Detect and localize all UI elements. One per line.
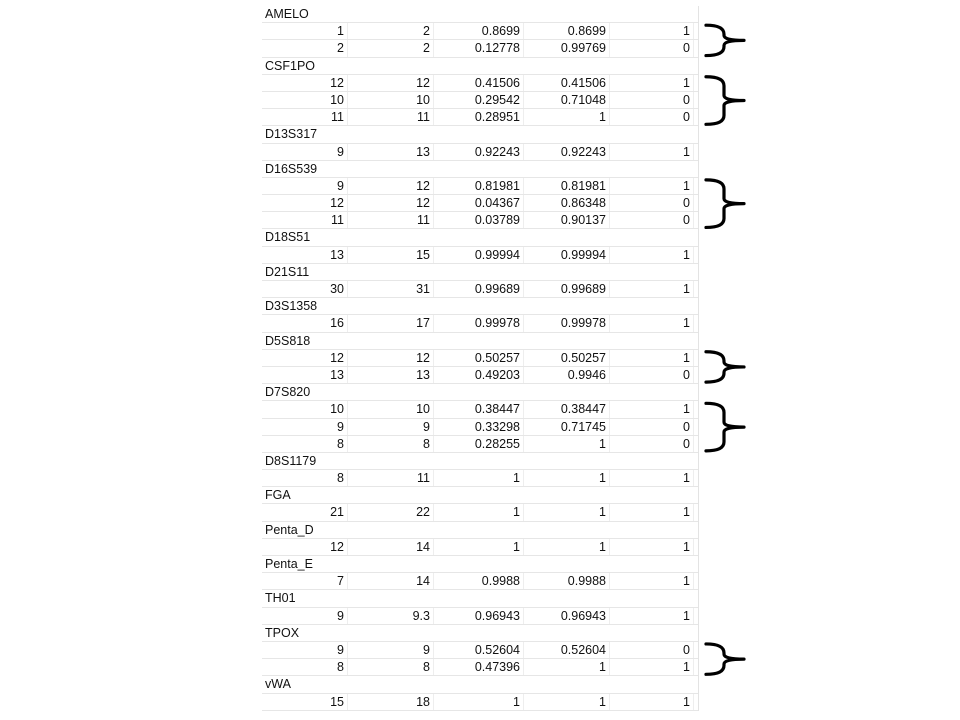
cumulative-probability-cell[interactable]: 0.38447 bbox=[524, 401, 610, 417]
flag-cell[interactable]: 0 bbox=[610, 109, 694, 125]
allele-1-cell[interactable]: 9 bbox=[262, 419, 348, 435]
allele-2-cell[interactable]: 17 bbox=[348, 315, 434, 331]
right-curly-brace-icon bbox=[706, 77, 744, 125]
flag-cell[interactable]: 1 bbox=[610, 659, 694, 675]
table-row bbox=[262, 195, 698, 212]
table-row bbox=[262, 436, 698, 453]
locus-name-cell[interactable]: Penta_D bbox=[265, 522, 314, 537]
probability-cell[interactable]: 0.92243 bbox=[434, 144, 524, 160]
table-row bbox=[262, 144, 698, 161]
allele-2-cell[interactable]: 2 bbox=[348, 23, 434, 39]
probability-cell[interactable]: 0.41506 bbox=[434, 75, 524, 91]
flag-cell[interactable]: 1 bbox=[610, 694, 694, 710]
probability-cell[interactable]: 0.81981 bbox=[434, 178, 524, 194]
flag-cell[interactable]: 1 bbox=[610, 539, 694, 555]
probability-cell[interactable]: 0.28255 bbox=[434, 436, 524, 452]
flag-cell[interactable]: 0 bbox=[610, 92, 694, 108]
allele-2-cell[interactable]: 22 bbox=[348, 504, 434, 520]
flag-cell[interactable]: 0 bbox=[610, 419, 694, 435]
allele-1-cell[interactable]: 9 bbox=[262, 178, 348, 194]
cumulative-probability-cell[interactable]: 0.99689 bbox=[524, 281, 610, 297]
flag-cell[interactable]: 1 bbox=[610, 23, 694, 39]
locus-header-row bbox=[262, 625, 698, 642]
allele-1-cell[interactable]: 16 bbox=[262, 315, 348, 331]
allele-1-cell[interactable]: 1 bbox=[262, 23, 348, 39]
allele-1-cell[interactable]: 11 bbox=[262, 109, 348, 125]
probability-cell[interactable]: 0.8699 bbox=[434, 23, 524, 39]
allele-2-cell[interactable]: 12 bbox=[348, 75, 434, 91]
table-row bbox=[262, 281, 698, 298]
locus-name-cell[interactable]: D3S1358 bbox=[265, 299, 318, 314]
flag-cell[interactable]: 1 bbox=[610, 315, 694, 331]
locus-name-cell[interactable]: D7S820 bbox=[265, 385, 311, 400]
allele-2-cell[interactable]: 9.3 bbox=[348, 608, 434, 624]
table-row bbox=[262, 539, 698, 556]
probability-cell[interactable]: 0.50257 bbox=[434, 350, 524, 366]
locus-header-row bbox=[262, 298, 698, 315]
table-row bbox=[262, 92, 698, 109]
locus-header-row bbox=[262, 522, 698, 539]
probability-cell[interactable]: 0.28951 bbox=[434, 109, 524, 125]
allele-2-cell[interactable]: 9 bbox=[348, 642, 434, 658]
flag-cell[interactable]: 0 bbox=[610, 642, 694, 658]
flag-cell[interactable]: 0 bbox=[610, 195, 694, 211]
table-row bbox=[262, 642, 698, 659]
allele-2-cell[interactable]: 2 bbox=[348, 40, 434, 56]
cumulative-probability-cell[interactable]: 1 bbox=[524, 659, 610, 675]
locus-header-row bbox=[262, 6, 698, 23]
cumulative-probability-cell[interactable]: 0.50257 bbox=[524, 350, 610, 366]
cumulative-probability-cell[interactable]: 0.99994 bbox=[524, 247, 610, 263]
allele-1-cell[interactable]: 12 bbox=[262, 75, 348, 91]
allele-1-cell[interactable]: 12 bbox=[262, 350, 348, 366]
flag-cell[interactable]: 1 bbox=[610, 281, 694, 297]
flag-cell[interactable]: 1 bbox=[610, 75, 694, 91]
flag-cell[interactable]: 0 bbox=[610, 212, 694, 228]
probability-cell[interactable]: 1 bbox=[434, 470, 524, 486]
cumulative-probability-cell[interactable]: 1 bbox=[524, 504, 610, 520]
table-row bbox=[262, 694, 698, 711]
probability-cell[interactable]: 0.33298 bbox=[434, 419, 524, 435]
probability-cell[interactable]: 0.52604 bbox=[434, 642, 524, 658]
probability-cell[interactable]: 1 bbox=[434, 504, 524, 520]
table-row bbox=[262, 659, 698, 676]
probability-cell[interactable]: 0.12778 bbox=[434, 40, 524, 56]
table-row bbox=[262, 247, 698, 264]
probability-cell[interactable]: 0.29542 bbox=[434, 92, 524, 108]
probability-cell[interactable]: 1 bbox=[434, 539, 524, 555]
allele-1-cell[interactable]: 10 bbox=[262, 92, 348, 108]
locus-name-cell[interactable]: vWA bbox=[265, 677, 291, 692]
cumulative-probability-cell[interactable]: 0.71745 bbox=[524, 419, 610, 435]
right-curly-brace-icon bbox=[706, 403, 744, 451]
allele-1-cell[interactable]: 21 bbox=[262, 504, 348, 520]
allele-1-cell[interactable]: 13 bbox=[262, 247, 348, 263]
right-curly-brace-icon bbox=[706, 180, 744, 228]
cumulative-probability-cell[interactable]: 0.41506 bbox=[524, 75, 610, 91]
table-row bbox=[262, 504, 698, 521]
allele-1-cell[interactable]: 12 bbox=[262, 539, 348, 555]
allele-1-cell[interactable]: 2 bbox=[262, 40, 348, 56]
cumulative-probability-cell[interactable]: 0.9946 bbox=[524, 367, 610, 383]
locus-name-cell[interactable]: D18S51 bbox=[265, 230, 311, 245]
flag-cell[interactable]: 1 bbox=[610, 504, 694, 520]
probability-cell[interactable]: 0.49203 bbox=[434, 367, 524, 383]
locus-name-cell[interactable]: Penta_E bbox=[265, 557, 313, 571]
table-row bbox=[262, 470, 698, 487]
allele-2-cell[interactable]: 11 bbox=[348, 109, 434, 125]
allele-2-cell[interactable]: 8 bbox=[348, 659, 434, 675]
allele-2-cell[interactable]: 31 bbox=[348, 281, 434, 297]
locus-header-row bbox=[262, 333, 698, 350]
cumulative-probability-cell[interactable]: 1 bbox=[524, 436, 610, 452]
locus-name-cell[interactable]: TH01 bbox=[265, 591, 296, 606]
allele-2-cell[interactable]: 10 bbox=[348, 401, 434, 417]
locus-name-cell[interactable]: D16S539 bbox=[265, 161, 318, 176]
flag-cell[interactable]: 0 bbox=[610, 40, 694, 56]
locus-header-row bbox=[262, 126, 698, 143]
table-rows bbox=[262, 6, 698, 711]
flag-cell[interactable]: 1 bbox=[610, 144, 694, 160]
allele-1-cell[interactable]: 12 bbox=[262, 195, 348, 211]
table-row bbox=[262, 23, 698, 40]
cumulative-probability-cell[interactable]: 0.99978 bbox=[524, 315, 610, 331]
locus-header-row bbox=[262, 556, 698, 573]
right-curly-brace-icon bbox=[706, 644, 744, 674]
locus-header-row bbox=[262, 229, 698, 246]
allele-1-cell[interactable]: 9 bbox=[262, 608, 348, 624]
allele-2-cell[interactable]: 12 bbox=[348, 178, 434, 194]
table-row bbox=[262, 608, 698, 625]
allele-1-cell[interactable]: 11 bbox=[262, 212, 348, 228]
table-row bbox=[262, 178, 698, 195]
allele-1-cell[interactable]: 9 bbox=[262, 642, 348, 658]
flag-cell[interactable]: 1 bbox=[610, 401, 694, 417]
allele-1-cell[interactable]: 8 bbox=[262, 659, 348, 675]
table-row bbox=[262, 367, 698, 384]
table-row bbox=[262, 401, 698, 418]
locus-header-row bbox=[262, 161, 698, 178]
cumulative-probability-cell[interactable]: 0.90137 bbox=[524, 212, 610, 228]
cumulative-probability-cell[interactable]: 1 bbox=[524, 539, 610, 555]
allele-1-cell[interactable]: 9 bbox=[262, 144, 348, 160]
flag-cell[interactable]: 1 bbox=[610, 350, 694, 366]
probability-cell[interactable]: 0.38447 bbox=[434, 401, 524, 417]
cumulative-probability-cell[interactable]: 0.9988 bbox=[524, 573, 610, 589]
table-row bbox=[262, 40, 698, 57]
allele-2-cell[interactable]: 9 bbox=[348, 419, 434, 435]
cumulative-probability-cell[interactable]: 1 bbox=[524, 109, 610, 125]
cumulative-probability-cell[interactable]: 0.99769 bbox=[524, 40, 610, 56]
probability-cell[interactable]: 0.99994 bbox=[434, 247, 524, 263]
cumulative-probability-cell[interactable]: 0.96943 bbox=[524, 608, 610, 624]
allele-2-cell[interactable]: 14 bbox=[348, 573, 434, 589]
cumulative-probability-cell[interactable]: 0.92243 bbox=[524, 144, 610, 160]
allele-1-cell[interactable]: 7 bbox=[262, 573, 348, 589]
flag-cell[interactable]: 0 bbox=[610, 367, 694, 383]
right-curly-brace-icon bbox=[706, 352, 744, 382]
locus-header-row bbox=[262, 58, 698, 75]
flag-cell[interactable]: 1 bbox=[610, 470, 694, 486]
cumulative-probability-cell[interactable]: 0.86348 bbox=[524, 195, 610, 211]
cumulative-probability-cell[interactable]: 1 bbox=[524, 694, 610, 710]
locus-name-cell[interactable]: CSF1PO bbox=[265, 58, 316, 73]
probability-cell[interactable]: 0.96943 bbox=[434, 608, 524, 624]
table-row bbox=[262, 75, 698, 92]
table-row bbox=[262, 212, 698, 229]
cumulative-probability-cell[interactable]: 0.8699 bbox=[524, 23, 610, 39]
table-row bbox=[262, 419, 698, 436]
flag-cell[interactable]: 1 bbox=[610, 178, 694, 194]
allele-2-cell[interactable]: 13 bbox=[348, 367, 434, 383]
allele-1-cell[interactable]: 13 bbox=[262, 367, 348, 383]
locus-name-cell[interactable]: D13S317 bbox=[265, 127, 318, 142]
allele-1-cell[interactable]: 10 bbox=[262, 401, 348, 417]
probability-cell[interactable]: 0.03789 bbox=[434, 212, 524, 228]
cumulative-probability-cell[interactable]: 1 bbox=[524, 470, 610, 486]
allele-1-cell[interactable]: 30 bbox=[262, 281, 348, 297]
probability-cell[interactable]: 0.99978 bbox=[434, 315, 524, 331]
flag-cell[interactable]: 0 bbox=[610, 436, 694, 452]
table-row bbox=[262, 315, 698, 332]
locus-name-cell[interactable]: TPOX bbox=[265, 625, 300, 640]
probability-cell[interactable]: 0.99689 bbox=[434, 281, 524, 297]
allele-2-cell[interactable]: 14 bbox=[348, 539, 434, 555]
table-row bbox=[262, 109, 698, 126]
probability-cell[interactable]: 0.04367 bbox=[434, 195, 524, 211]
locus-name-cell[interactable]: D8S1179 bbox=[265, 453, 317, 468]
locus-name-cell[interactable]: FGA bbox=[265, 488, 291, 503]
allele-2-cell[interactable]: 12 bbox=[348, 195, 434, 211]
allele-2-cell[interactable]: 11 bbox=[348, 470, 434, 486]
right-curly-brace-icon bbox=[706, 25, 744, 55]
table-row bbox=[262, 350, 698, 367]
locus-name-cell[interactable]: D21S11 bbox=[265, 264, 310, 279]
cumulative-probability-cell[interactable]: 0.71048 bbox=[524, 92, 610, 108]
locus-header-row bbox=[262, 453, 698, 470]
flag-cell[interactable]: 1 bbox=[610, 247, 694, 263]
locus-header-row bbox=[262, 487, 698, 504]
cumulative-probability-cell[interactable]: 0.52604 bbox=[524, 642, 610, 658]
cumulative-probability-cell[interactable]: 0.81981 bbox=[524, 178, 610, 194]
locus-header-row bbox=[262, 676, 698, 693]
probability-cell[interactable]: 1 bbox=[434, 694, 524, 710]
locus-header-row bbox=[262, 590, 698, 607]
allele-1-cell[interactable]: 15 bbox=[262, 694, 348, 710]
flag-cell[interactable]: 1 bbox=[610, 608, 694, 624]
allele-1-cell[interactable]: 8 bbox=[262, 470, 348, 486]
allele-2-cell[interactable]: 12 bbox=[348, 350, 434, 366]
flag-cell[interactable]: 1 bbox=[610, 573, 694, 589]
probability-cell[interactable]: 0.47396 bbox=[434, 659, 524, 675]
allele-1-cell[interactable]: 8 bbox=[262, 436, 348, 452]
locus-name-cell[interactable]: AMELO bbox=[265, 7, 309, 21]
allele-2-cell[interactable]: 18 bbox=[348, 694, 434, 710]
probability-cell[interactable]: 0.9988 bbox=[434, 573, 524, 589]
allele-2-cell[interactable]: 10 bbox=[348, 92, 434, 108]
table-row bbox=[262, 573, 698, 590]
allele-2-cell[interactable]: 13 bbox=[348, 144, 434, 160]
locus-header-row bbox=[262, 384, 698, 401]
allele-2-cell[interactable]: 11 bbox=[348, 212, 434, 228]
allele-2-cell[interactable]: 15 bbox=[348, 247, 434, 263]
locus-header-row bbox=[262, 264, 698, 281]
allele-2-cell[interactable]: 8 bbox=[348, 436, 434, 452]
locus-name-cell[interactable]: D5S818 bbox=[265, 333, 311, 348]
spreadsheet-table bbox=[262, 6, 699, 711]
